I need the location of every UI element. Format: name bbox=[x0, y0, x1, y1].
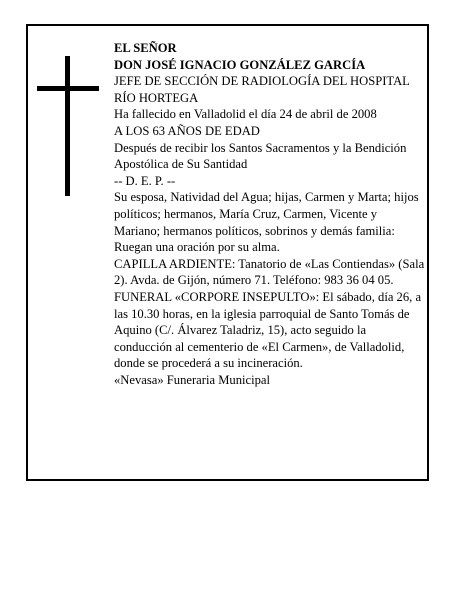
prayer: Ruegan una oración por su alma. bbox=[114, 240, 280, 255]
cross-icon bbox=[37, 56, 99, 196]
cross-vertical-bar bbox=[65, 56, 70, 196]
cross-horizontal-bar bbox=[37, 86, 99, 91]
funeral: FUNERAL «CORPORE INSEPULTO»: El sábado, día 26, a las 10.30 horas, en la iglesia parroquial de Santo Tomás de Aquino (C/. Álvarez Taladriz, 15), acto seguido la conducción al cementerio de «El Carmen», de Valladolid, donde se procederá a su incineración. bbox=[114, 289, 422, 371]
title-line-1: EL SEÑOR bbox=[114, 41, 177, 55]
title-line-2: DON JOSÉ IGNACIO GONZÁLEZ GARCÍA bbox=[114, 57, 366, 72]
chapel: CAPILLA ARDIENTE: Tanatorio de «Las Contiendas» (Sala 2). Avda. de Gijón, número 71. Teléfono: 983 36 04 05. bbox=[114, 256, 425, 288]
funeral-home: «Nevasa» Funeraria Municipal bbox=[114, 372, 270, 387]
sacraments: Después de recibir los Santos Sacramentos y la Bendición Apostólica de Su Santidad bbox=[114, 140, 407, 172]
rip: -- D. E. P. -- bbox=[114, 173, 176, 188]
age: A LOS 63 AÑOS DE EDAD bbox=[114, 123, 260, 138]
family: Su esposa, Natividad del Agua; hijas, Carmen y Marta; hijos políticos; hermanos, María Cruz, Carmen, Vicente y Mariano; hermanos políticos, sobrinos y demás familia: bbox=[114, 190, 419, 238]
obituary-text bbox=[114, 40, 426, 388]
death-notice: Ha fallecido en Valladolid el día 24 de abril de 2008 bbox=[114, 107, 377, 122]
position: JEFE DE SECCIÓN DE RADIOLOGÍA DEL HOSPITAL RÍO HORTEGA bbox=[114, 74, 410, 105]
